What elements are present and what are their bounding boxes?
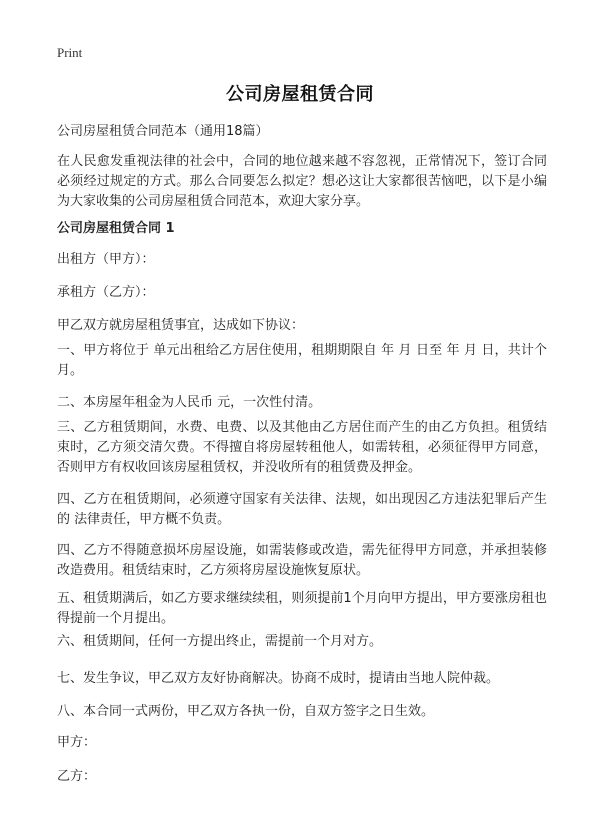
clause-2: 二、本房屋年租金为人民币 元，一次性付清。 [57, 395, 322, 410]
clause-5: 五、租赁期满后，如乙方要求继续续租，则须提前1个月向甲方提出，甲方要涨房租也得提前一个月提出。 [57, 591, 547, 626]
clause-3: 三、乙方租赁期间，水费、电费、以及其他由乙方居住而产生的由乙方负担。租赁结束时，乙方须交清欠费。不得擅自将房屋转租他人，如需转租，必须征得甲方同意，否则甲方有权收回该房屋租赁权，并没收所有的租赁费及押金。 [57, 420, 547, 475]
party-a-signature: 甲方： [57, 735, 97, 750]
section-heading: 公司房屋租赁合同 1 [57, 221, 175, 236]
agreement-intro: 甲乙双方就房屋租赁事宜，达成如下协议： [57, 318, 305, 333]
intro-paragraph: 在人民愈发重视法律的社会中，合同的地位越来越不容忽视，正常情况下，签订合同必须经过规定的方式。那么合同要怎么拟定？想必这让大家都很苦恼吧，以下是小编为大家收集的公司房屋租赁合同范本，欢迎大家分享。 [57, 154, 547, 209]
clause-7: 七、发生争议，甲乙双方友好协商解决。协商不成时，提请由当地人院仲裁。 [57, 671, 500, 686]
document-title: 公司房屋租赁合同 [226, 84, 374, 105]
clause-4b: 四、乙方不得随意损坏房屋设施，如需装修或改造，需先征得甲方同意，并承担装修改造费用。租赁结束时，乙方须将房屋设施恢复原状。 [57, 543, 547, 578]
clause-8: 八、本合同一式两份，甲乙双方各执一份，自双方签字之日生效。 [57, 704, 435, 719]
clause-4a: 四、乙方在租赁期间，必须遵守国家有关法律、法规，如出现因乙方违法犯罪后产生的 法律责任，甲方概不负责。 [57, 492, 547, 527]
lessee-line: 承租方（乙方）： [57, 285, 155, 300]
clause-1: 一、甲方将位于 单元出租给乙方居住使用，租期期限自 年 月 日至 年 月 日，共计个月。 [57, 343, 547, 378]
clause-6: 六、租赁期间，任何一方提出终止，需提前一个月对方。 [57, 634, 383, 649]
document-subtitle: 公司房屋租赁合同范本（通用18篇） [57, 124, 269, 139]
print-label[interactable]: Print [57, 45, 83, 60]
party-b-signature: 乙方： [57, 769, 97, 784]
lessor-line: 出租方（甲方）： [57, 252, 155, 267]
